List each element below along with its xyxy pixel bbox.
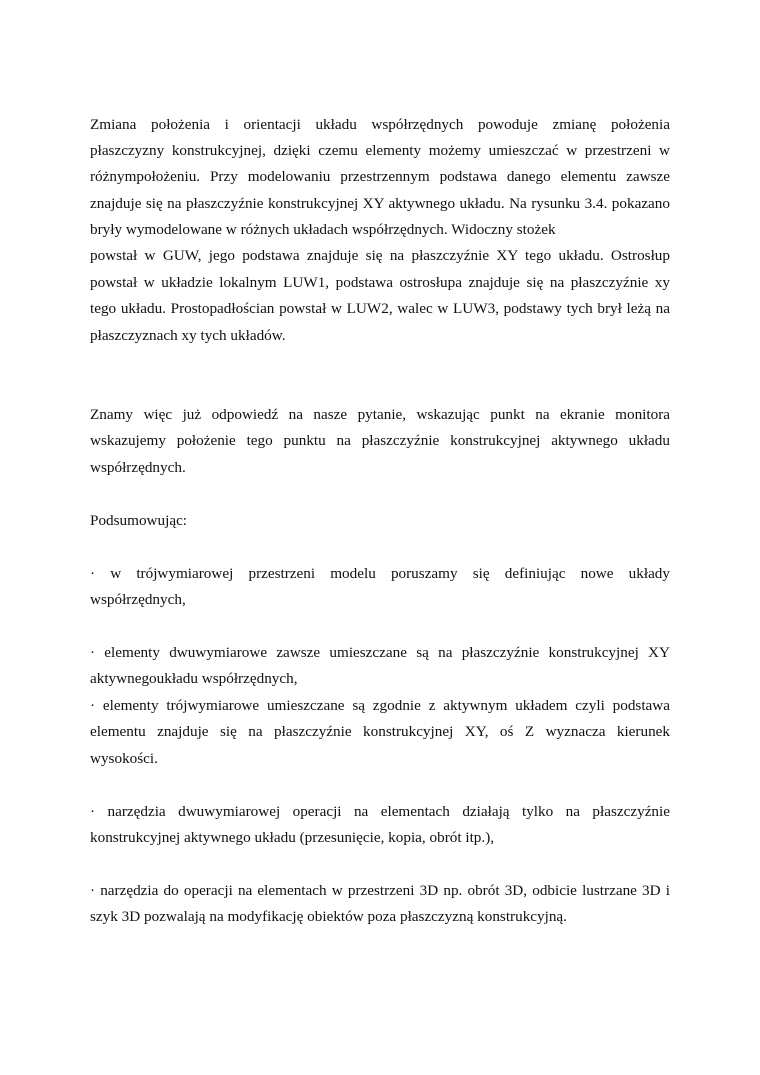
paragraph-line: tego układu. Prostopadłościan powstał w LUW2, walec w LUW3, podstawy tych brył leżą na bbox=[90, 300, 670, 317]
bullet-line: współrzędnych, bbox=[90, 591, 186, 608]
bullet-line: · w trójwymiarowej przestrzeni modelu poruszamy się definiując nowe układy bbox=[90, 565, 670, 582]
bullet-line: konstrukcyjnej aktywnego układu (przesunięcie, kopia, obrót itp.), bbox=[90, 829, 495, 846]
paragraph-line: różnympołożeniu. Przy modelowaniu przestrzennym podstawa danego elementu zawsze bbox=[90, 168, 670, 185]
bullet-line: elementu znajduje się na płaszczyźnie konstrukcyjnej XY, oś Z wyznacza kierunek bbox=[90, 723, 670, 740]
bullet-line: · narzędzia do operacji na elementach w przestrzeni 3D np. obrót 3D, odbicie lustrzane 3D i bbox=[90, 882, 670, 899]
paragraph-line: Znamy więc już odpowiedź na nasze pytanie, wskazując punkt na ekranie monitora bbox=[90, 406, 670, 423]
bullet-line: wysokości. bbox=[90, 750, 158, 767]
paragraph-line: powstał w układzie lokalnym LUW1, podstawa ostrosłupa znajduje się na płaszczyźnie xy bbox=[90, 274, 670, 291]
paragraph-line: współrzędnych. bbox=[90, 459, 186, 476]
summary-heading: Podsumowując: bbox=[90, 512, 188, 529]
bullet-line: · elementy trójwymiarowe umieszczane są zgodnie z aktywnym układem czyli podstawa bbox=[90, 697, 670, 714]
bullet-line: · elementy dwuwymiarowe zawsze umieszczane są na płaszczyźnie konstrukcyjnej XY bbox=[90, 644, 670, 661]
paragraph-line: powstał w GUW, jego podstawa znajduje się na płaszczyźnie XY tego układu. Ostrosłup bbox=[90, 247, 670, 264]
paragraph-line: wskazujemy położenie tego punktu na płaszczyźnie konstrukcyjnej aktywnego układu bbox=[90, 432, 670, 449]
bullet-line: szyk 3D pozwalają na modyfikację obiektów poza płaszczyzną konstrukcyjną. bbox=[90, 908, 567, 925]
paragraph-line: bryły wymodelowane w różnych układach współrzędnych. Widoczny stożek bbox=[90, 221, 556, 238]
paragraph-line: płaszczyzny konstrukcyjnej, dzięki czemu elementy możemy umieszczać w przestrzeni w bbox=[90, 142, 670, 159]
bullet-line: aktywnegoukładu współrzędnych, bbox=[90, 670, 298, 687]
paragraph-line: płaszczyznach xy tych układów. bbox=[90, 327, 286, 344]
paragraph-line: znajduje się na płaszczyźnie konstrukcyjnej XY aktywnego układu. Na rysunku 3.4. pokazano bbox=[90, 195, 670, 212]
paragraph-line: Zmiana położenia i orientacji układu współrzędnych powoduje zmianę położenia bbox=[90, 116, 670, 133]
bullet-line: · narzędzia dwuwymiarowej operacji na elementach działają tylko na płaszczyźnie bbox=[90, 803, 670, 820]
